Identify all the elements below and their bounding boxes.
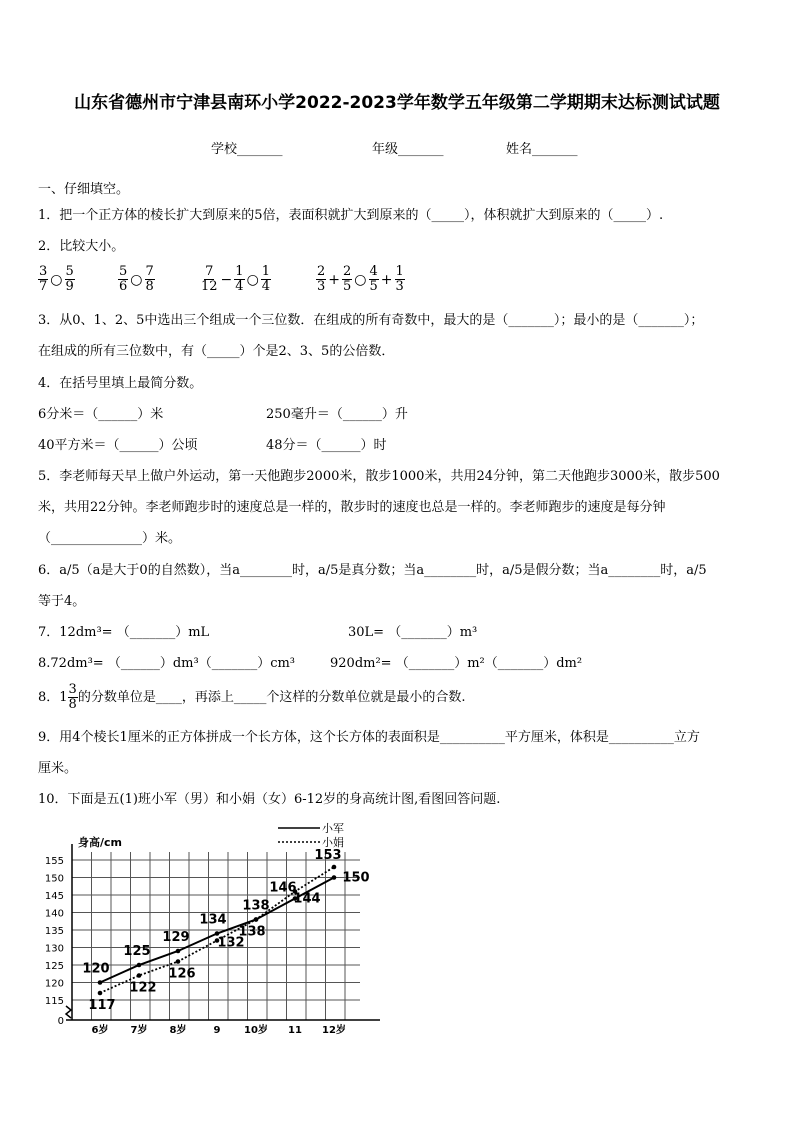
question-8: 8．1 $\frac{3}{8}$ 的分数单位是____，再添上_____个这样的分数单位就是最小的合数. bbox=[38, 682, 466, 712]
question-3-line-1: 3．从0、1、2、5中选出三个组成一个三位数．在组成的所有奇数中，最大的是（_______）；最小的是（_______）； bbox=[38, 313, 704, 328]
data-point bbox=[332, 865, 337, 870]
x-tick-label: 8岁 bbox=[169, 1025, 187, 1036]
data-label: 153 bbox=[314, 848, 342, 863]
data-point bbox=[332, 875, 337, 880]
school-field: 学校_______ bbox=[211, 142, 283, 157]
y-tick-label: 150 bbox=[44, 873, 64, 885]
question-5-line-1: 5．李老师每天早上做户外运动，第一天他跑步2000米，散步1000米，共用24分钟，第二天他跑步3000米，散步500 bbox=[38, 469, 720, 484]
data-label: 120 bbox=[82, 961, 110, 977]
question-7-item-a: 7．12dm³= （_______）mL bbox=[38, 625, 210, 640]
y-tick-label: 145 bbox=[44, 891, 64, 902]
question-6-line-2: 等于4。 bbox=[38, 594, 86, 609]
fraction: $\frac{2}{5}$ bbox=[343, 264, 352, 294]
question-4: 4．在括号里填上最简分数。 bbox=[38, 376, 203, 391]
grade-field: 年级_______ bbox=[372, 142, 444, 157]
data-label: 129 bbox=[162, 930, 190, 945]
fraction: $\frac{7}{8}$ bbox=[145, 264, 154, 294]
y-tick-label: 135 bbox=[44, 926, 64, 937]
y-tick-label: 0 bbox=[57, 1016, 64, 1027]
data-label: 134 bbox=[199, 912, 227, 928]
compare-item-a: $\frac{3}{7}$ ○ $\frac{5}{9}$ bbox=[39, 264, 74, 294]
data-label: 138 bbox=[238, 924, 266, 940]
question-9-line-1: 9．用4个棱长1厘米的正方体拼成一个长方体，这个长方体的表面积是__________平方厘米，体积是__________立方 bbox=[38, 730, 700, 745]
data-point bbox=[137, 963, 142, 968]
y-axis-label: 身高/cm bbox=[78, 836, 122, 849]
data-label: 150 bbox=[342, 870, 370, 886]
question-4-item-c: 40平方米＝（______）公顷 bbox=[38, 438, 198, 453]
x-tick-label: 9 bbox=[213, 1025, 221, 1036]
fraction: $\frac{5}{6}$ bbox=[119, 264, 128, 294]
question-6-line-1: 6．a/5（a是大于0的自然数），当a________时，a/5是真分数；当a________时，a/5是假分数；当a________时，a/5 bbox=[38, 563, 707, 578]
question-10: 10．下面是五(1)班小军（男）和小娟（女）6-12岁的身高统计图,看图回答问题. bbox=[38, 792, 501, 807]
y-tick-label: 130 bbox=[44, 943, 64, 955]
compare-item-b: $\frac{5}{6}$ ○ $\frac{7}{8}$ bbox=[119, 264, 154, 294]
fraction: $\frac{2}{3}$ bbox=[317, 264, 326, 294]
fraction: $\frac{7}{12}$ bbox=[201, 264, 218, 294]
x-tick-label: 7岁 bbox=[130, 1025, 148, 1036]
compare-item-c: $\frac{7}{12}$ − $\frac{1}{4}$ ○ $\frac{1}{4}$ bbox=[201, 264, 271, 294]
x-tick-label: 11 bbox=[288, 1025, 302, 1036]
fraction: $\frac{3}{8}$ bbox=[68, 682, 77, 712]
y-tick-label: 115 bbox=[44, 996, 64, 1007]
legend-label: 小娟 bbox=[322, 836, 344, 849]
data-label: 138 bbox=[242, 898, 270, 914]
data-point bbox=[98, 991, 103, 996]
question-4-item-d: 48分＝（______）时 bbox=[266, 438, 387, 453]
data-point bbox=[176, 949, 181, 954]
data-point bbox=[254, 917, 259, 922]
section-heading: 一、仔细填空。 bbox=[38, 182, 130, 197]
question-2: 2．比较大小。 bbox=[38, 239, 125, 254]
y-tick-label: 155 bbox=[44, 856, 64, 867]
data-label: 122 bbox=[129, 980, 157, 996]
fraction: $\frac{5}{9}$ bbox=[65, 264, 74, 294]
data-point bbox=[137, 973, 142, 978]
data-point bbox=[98, 980, 103, 985]
data-label: 144 bbox=[293, 891, 321, 907]
question-5-line-2: 米，共用22分钟。李老师跑步时的速度总是一样的，散步时的速度也总是一样的。李老师跑步的速度是每分钟 bbox=[38, 500, 666, 515]
y-tick-label: 120 bbox=[44, 978, 64, 990]
x-tick-label: 10岁 bbox=[244, 1025, 268, 1036]
data-label: 117 bbox=[88, 998, 116, 1013]
fraction: $\frac{4}{5}$ bbox=[369, 264, 378, 294]
compare-item-d: $\frac{2}{3}$ + $\frac{2}{5}$ ○ $\frac{4}{5}$ + $\frac{1}{3}$ bbox=[317, 264, 404, 294]
data-label: 125 bbox=[123, 944, 151, 959]
question-5-line-3: （______________）米。 bbox=[38, 531, 182, 546]
y-tick-label: 125 bbox=[44, 961, 64, 972]
fraction: $\frac{1}{3}$ bbox=[395, 264, 404, 294]
y-tick-label: 140 bbox=[44, 908, 64, 920]
data-label: 146 bbox=[269, 880, 297, 896]
axis-break-icon bbox=[66, 1006, 71, 1018]
question-4-item-b: 250毫升＝（______）升 bbox=[266, 407, 408, 422]
question-3-line-2: 在组成的所有三位数中，有（_____）个是2、3、5的公倍数． bbox=[38, 344, 395, 359]
x-tick-label: 6岁 bbox=[91, 1025, 109, 1036]
fraction: $\frac{1}{4}$ bbox=[235, 264, 244, 294]
fraction: $\frac{3}{7}$ bbox=[39, 264, 48, 294]
legend-label: 小军 bbox=[322, 822, 344, 835]
question-7-item-c: 8.72dm³= （______）dm³（_______）cm³ bbox=[38, 656, 296, 671]
x-tick-label: 12岁 bbox=[322, 1025, 346, 1036]
question-7-item-b: 30L= （_______）m³ bbox=[348, 625, 478, 640]
data-label: 132 bbox=[217, 935, 245, 951]
name-field: 姓名_______ bbox=[506, 142, 578, 157]
page-title: 山东省德州市宁津县南环小学2022-2023学年数学五年级第二学期期末达标测试试题 bbox=[74, 93, 720, 113]
fraction: $\frac{1}{4}$ bbox=[261, 264, 271, 294]
question-4-item-a: 6分米＝（______）米 bbox=[38, 407, 164, 422]
data-label: 126 bbox=[168, 966, 196, 982]
data-point bbox=[176, 959, 181, 964]
height-line-chart bbox=[30, 820, 400, 1045]
question-1: 1．把一个正方体的棱长扩大到原来的5倍，表面积就扩大到原来的（_____），体积就扩大到原来的（_____）. bbox=[38, 208, 664, 223]
question-9-line-2: 厘米。 bbox=[38, 761, 78, 776]
question-7-item-d: 920dm²= （_______）m²（_______）dm² bbox=[330, 656, 583, 671]
